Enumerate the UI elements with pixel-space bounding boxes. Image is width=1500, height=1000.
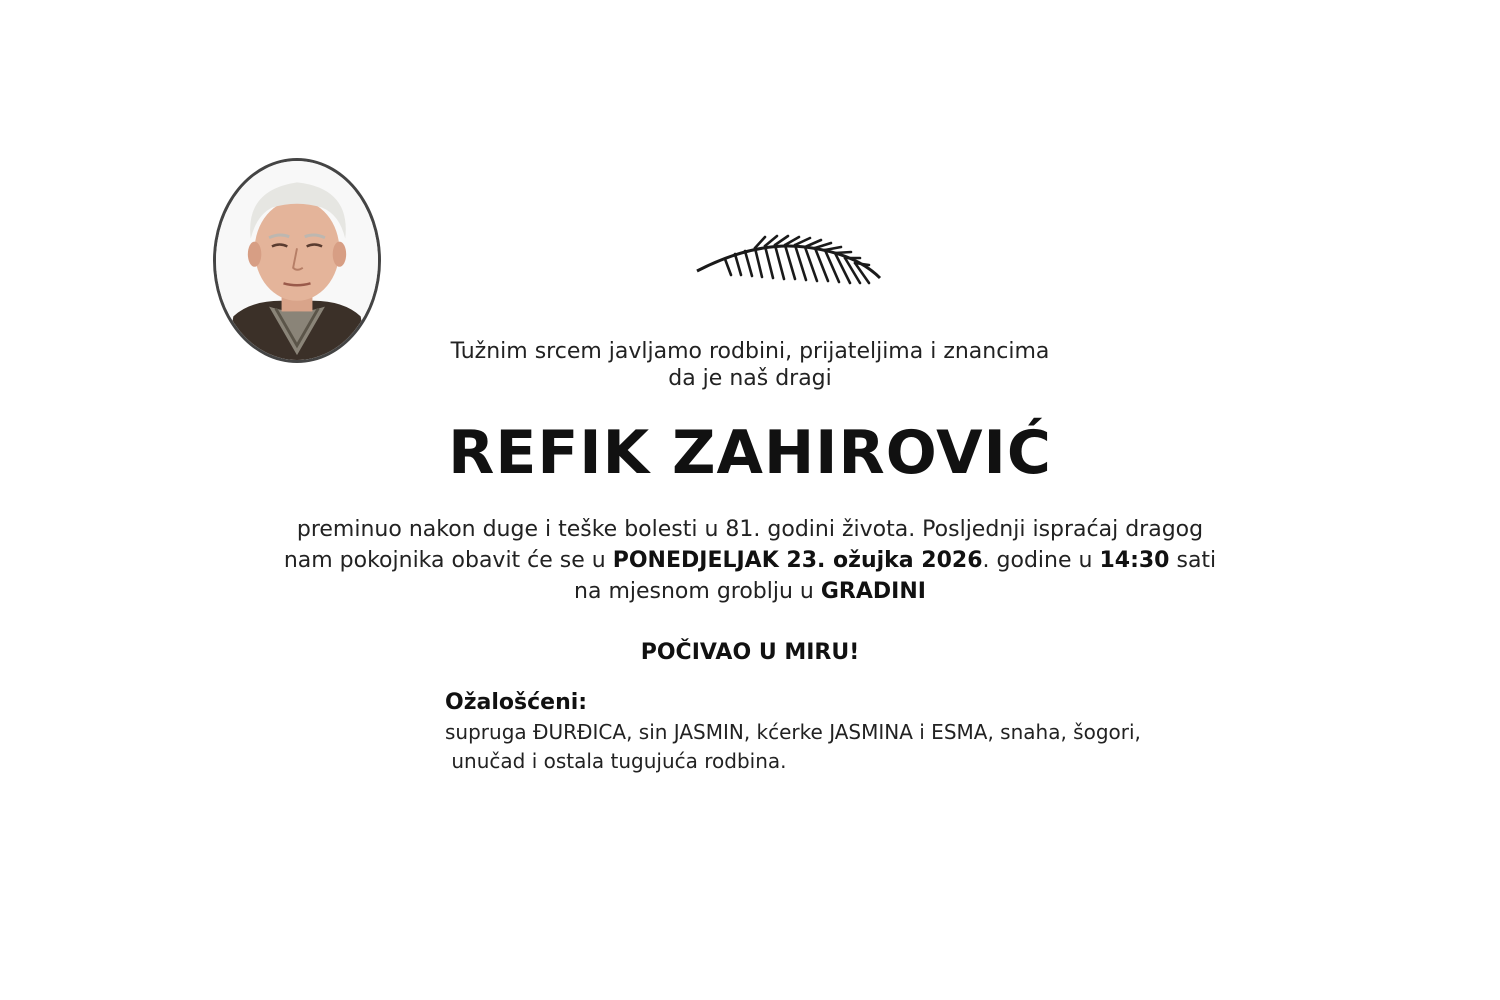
- mourners-line-2: unučad i ostala tugujuća rodbina.: [445, 749, 787, 773]
- funeral-time: 14:30: [1099, 548, 1170, 573]
- palm-branch-icon: [695, 233, 885, 288]
- mourners-list: [445, 718, 1345, 776]
- deceased-name: REFIK ZAHIROVIĆ: [448, 418, 1052, 488]
- announcement-line-2-end: sati: [1169, 548, 1217, 573]
- announcement-line-2-mid: . godine u: [982, 548, 1100, 573]
- portrait-photo: [213, 158, 381, 363]
- intro-text: [300, 338, 1200, 392]
- funeral-place: GRADINI: [820, 579, 926, 604]
- announcement-text: [150, 514, 1350, 607]
- intro-line-2: da je naš dragi: [668, 366, 832, 391]
- funeral-date: PONEDJELJAK 23. ožujka 2026: [612, 548, 983, 573]
- announcement-line-1: preminuo nakon duge i teške bolesti u 81. godini života. Posljednji ispraćaj dragog: [296, 517, 1204, 542]
- rip-text: POČIVAO U MIRU!: [640, 640, 860, 665]
- announcement-line-2-start: nam pokojnika obavit će se u: [283, 548, 613, 573]
- mourners-line-1: supruga ĐURĐICA, sin JASMIN, kćerke JASMINA i ESMA, snaha, šogori,: [445, 720, 1141, 744]
- mourners-block: [445, 688, 1345, 776]
- announcement-line-3-start: na mjesnom groblju u: [574, 579, 821, 604]
- announcement-line-2: [150, 545, 1350, 576]
- intro-line-1: Tužnim srcem javljamo rodbini, prijateljima i znancima: [450, 339, 1050, 364]
- mourners-title: Ožalošćeni:: [445, 690, 588, 715]
- announcement-line-3: [150, 576, 1350, 607]
